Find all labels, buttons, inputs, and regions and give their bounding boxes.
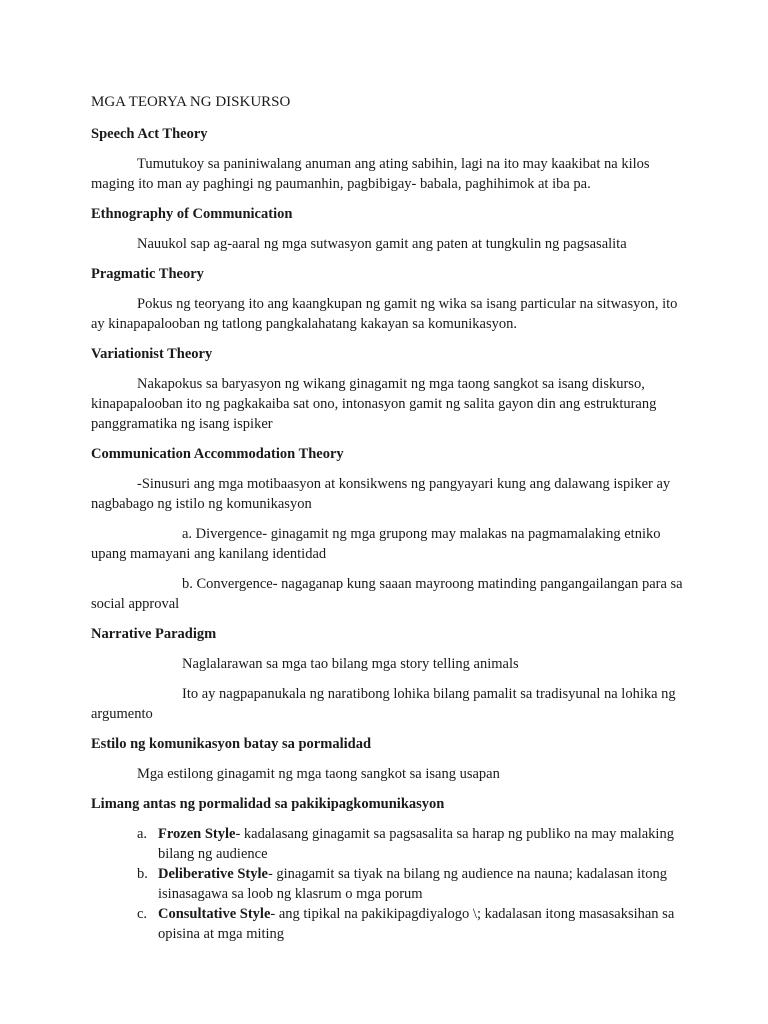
section-subparagraph: Ito ay nagpapanukala ng naratibong lohika bilang pamalit sa tradisyunal na lohika ng argumento <box>91 686 676 722</box>
section-heading: Speech Act Theory <box>91 126 208 142</box>
list-item <box>91 824 688 864</box>
list-item-text: - kadalasang ginagamit sa pagsasalita sa harap ng publiko na may malaking bilang ng audience <box>158 826 674 862</box>
section-heading: Estilo ng komunikasyon batay sa pormalidad <box>91 736 372 752</box>
section-heading: Ethnography of Communication <box>91 206 293 222</box>
section-subparagraph: b. Convergence- nagaganap kung saaan mayroong matinding pangangailangan para sa social approval <box>91 576 683 612</box>
list-marker: b. <box>137 866 148 882</box>
section-paragraph: -Sinusuri ang mga motibaasyon at konsikwens ng pangyayari kung ang dalawang ispiker ay nagbabago ng istilo ng komunikasyon <box>91 476 671 512</box>
section-paragraph: Mga estilong ginagamit ng mga taong sangkot sa isang usapan <box>137 766 500 782</box>
list-heading: Limang antas ng pormalidad sa pakikipagkomunikasyon <box>91 796 445 812</box>
list-item-label: Consultative Style <box>158 906 271 922</box>
list-item-label: Frozen Style <box>158 826 236 842</box>
section-paragraph: Tumutukoy sa paniniwalang anuman ang ating sabihin, lagi na ito may kaakibat na kilos maging ito man ay paghingi ng paumanhin, pagbibigay- babala, paghihimok at iba pa. <box>91 156 650 192</box>
list-marker: c. <box>137 906 148 922</box>
section-heading: Pragmatic Theory <box>91 266 204 282</box>
formality-list <box>91 824 688 944</box>
document-title: MGA TEORYA NG DISKURSO <box>91 94 291 110</box>
section-subparagraph: a. Divergence- ginagamit ng mga grupong may malakas na pagmamalaking etniko upang mamayani ang kanilang identidad <box>91 526 661 562</box>
section-paragraph: Nauukol sap ag-aaral ng mga sutwasyon gamit ang paten at tungkulin ng pagsasalita <box>137 236 627 252</box>
section-paragraph: Pokus ng teoryang ito ang kaangkupan ng gamit ng wika sa isang particular na sitwasyon, ito ay kinapapalooban ng tatlong pangkalahatang kakayan sa komunikasyon. <box>91 296 678 332</box>
list-item <box>91 864 688 904</box>
section-heading: Communication Accommodation Theory <box>91 446 344 462</box>
section-subparagraph: Naglalarawan sa mga tao bilang mga story telling animals <box>182 656 519 672</box>
list-item-text: - ang tipikal na pakikipagdiyalogo \; kadalasan itong masasaksihan sa opisina at mga miting <box>158 906 675 942</box>
list-item <box>91 904 688 944</box>
list-item-label: Deliberative Style <box>158 866 268 882</box>
list-marker: a. <box>137 826 148 842</box>
section-heading: Variationist Theory <box>91 346 213 362</box>
section-paragraph: Nakapokus sa baryasyon ng wikang ginagamit ng mga taong sangkot sa isang diskurso, kinapapalooban ito ng pagkakaiba sat ono, intonasyon gamit ng salita gayon din ang estrukturang panggramatika ng isang ispiker <box>91 376 657 432</box>
list-item-text: - ginagamit sa tiyak na bilang ng audience na nauna; kadalasan itong isinasagawa sa loob ng klasrum o mga porum <box>158 866 667 902</box>
section-heading: Narrative Paradigm <box>91 626 217 642</box>
